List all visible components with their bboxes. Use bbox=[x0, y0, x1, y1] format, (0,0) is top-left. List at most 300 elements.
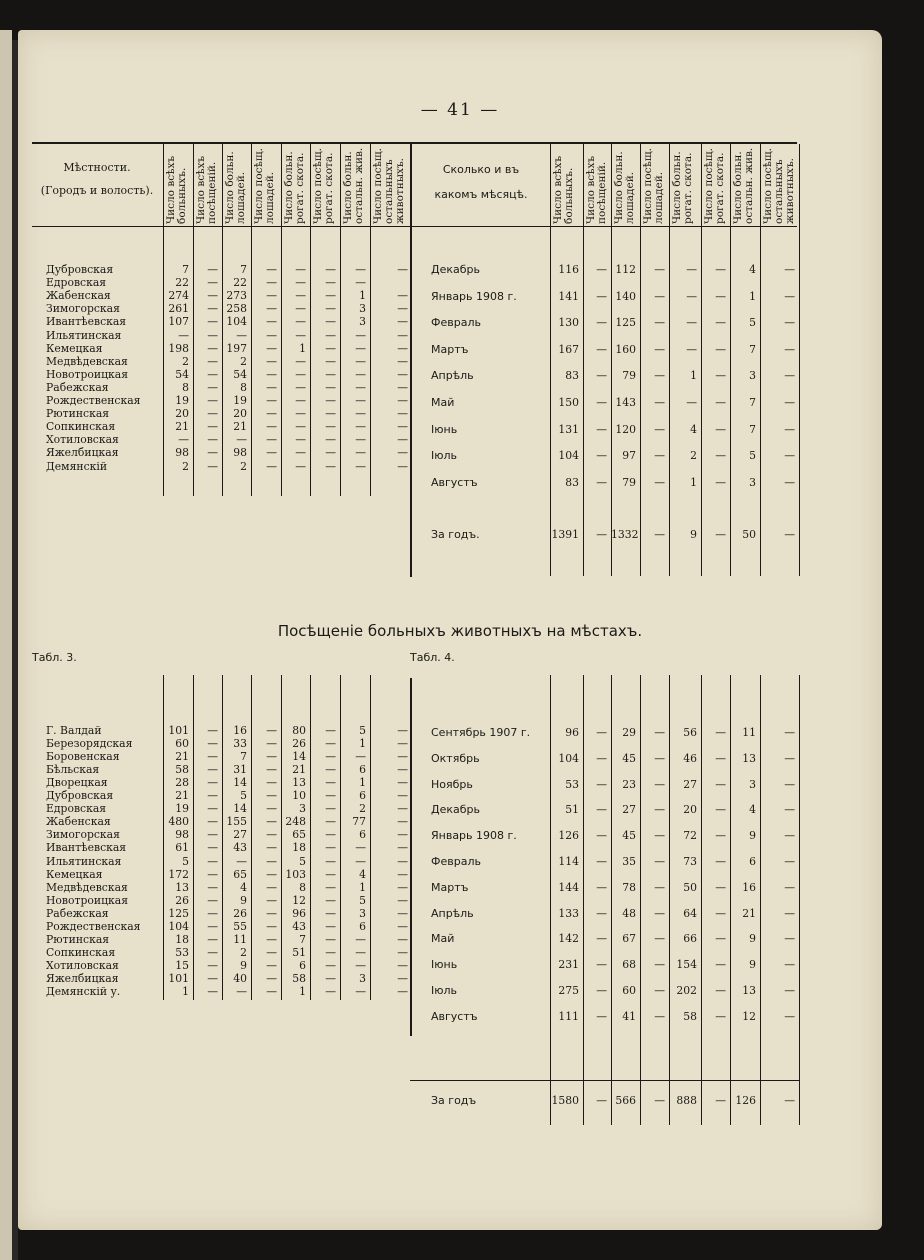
cell-value: — bbox=[355, 380, 366, 394]
cell-value: — bbox=[715, 984, 726, 997]
cell-value: 19 bbox=[233, 394, 247, 407]
cell-value: — bbox=[325, 276, 336, 290]
cell-value: — bbox=[654, 932, 665, 946]
row-label: Хотиловская bbox=[46, 433, 119, 447]
row-label: Мартъ bbox=[431, 880, 469, 894]
row-label: Кемецкая bbox=[46, 867, 103, 881]
cell-value: — bbox=[207, 867, 218, 881]
cell-value: 22 bbox=[175, 276, 189, 290]
cell-value: — bbox=[654, 528, 665, 541]
top-right-table-row bbox=[18, 369, 800, 383]
column-rule bbox=[640, 144, 641, 576]
top-right-table-row bbox=[18, 343, 800, 357]
top-left-table-row bbox=[18, 276, 410, 289]
cell-value: 7 bbox=[240, 263, 247, 276]
cell-value: — bbox=[686, 396, 697, 409]
cell-value: 8 bbox=[299, 880, 306, 894]
cell-value: — bbox=[397, 932, 408, 946]
cell-value: 4 bbox=[749, 263, 756, 276]
cell-value: — bbox=[266, 433, 277, 447]
cell-value: 154 bbox=[676, 958, 697, 972]
right-column-header: Число посѣщ. остальныхъ животныхъ. bbox=[762, 148, 797, 224]
cell-value: — bbox=[596, 369, 607, 383]
cell-value: 55 bbox=[233, 919, 247, 933]
row-label: Жабенская bbox=[46, 289, 111, 303]
cell-value: — bbox=[397, 289, 408, 303]
cell-value: 77 bbox=[352, 815, 366, 829]
cell-value: 12 bbox=[292, 893, 306, 907]
cell-value: — bbox=[715, 751, 726, 765]
row-label: Іюль bbox=[431, 449, 458, 463]
cell-value: 104 bbox=[558, 449, 579, 463]
row-label: За годъ bbox=[431, 1094, 477, 1107]
row-label: Рютинская bbox=[46, 932, 110, 946]
cell-value: 61 bbox=[175, 841, 189, 855]
bottom-right-table-row bbox=[18, 726, 800, 740]
cell-value: 2 bbox=[240, 354, 247, 368]
cell-value: 20 bbox=[175, 407, 189, 421]
row-label: Декабрь bbox=[431, 263, 480, 276]
cell-value: — bbox=[784, 342, 795, 356]
cell-value: — bbox=[207, 446, 218, 460]
cell-value: — bbox=[715, 475, 726, 489]
cell-value: 41 bbox=[622, 1009, 636, 1023]
top-left-table-row bbox=[18, 329, 410, 342]
cell-value: 130 bbox=[558, 316, 579, 330]
cell-value: — bbox=[325, 394, 336, 407]
cell-value: — bbox=[207, 958, 218, 972]
cell-value: 65 bbox=[292, 828, 306, 842]
cell-value: — bbox=[295, 459, 306, 473]
left-column-header: Число больн. лошадей. bbox=[224, 151, 248, 224]
cell-value: 140 bbox=[615, 289, 636, 303]
cell-value: — bbox=[686, 263, 697, 276]
cell-value: 43 bbox=[292, 919, 306, 933]
cell-value: 104 bbox=[558, 751, 579, 765]
cell-value: — bbox=[397, 433, 408, 447]
cell-value: 7 bbox=[299, 932, 306, 946]
cell-value: 73 bbox=[683, 855, 697, 868]
cell-value: — bbox=[325, 341, 336, 355]
row-label: Октябрь bbox=[431, 751, 480, 765]
cell-value: — bbox=[596, 932, 607, 946]
cell-value: — bbox=[207, 420, 218, 434]
cell-value: 21 bbox=[742, 906, 756, 920]
cell-value: — bbox=[397, 354, 408, 368]
cell-value: 54 bbox=[175, 367, 189, 381]
cell-value: — bbox=[654, 449, 665, 463]
cell-value: — bbox=[325, 919, 336, 933]
top-right-table-row bbox=[18, 290, 800, 304]
cell-value: — bbox=[355, 985, 366, 998]
cell-value: — bbox=[266, 841, 277, 855]
cell-value: 21 bbox=[175, 420, 189, 434]
cell-value: 8 bbox=[182, 380, 189, 394]
cell-value: 18 bbox=[292, 841, 306, 855]
cell-value: 45 bbox=[622, 751, 636, 765]
cell-value: — bbox=[266, 971, 277, 985]
cell-value: — bbox=[654, 751, 665, 765]
cell-value: — bbox=[654, 263, 665, 276]
cell-value: 107 bbox=[168, 315, 189, 329]
cell-value: — bbox=[325, 302, 336, 316]
cell-value: 1 bbox=[359, 776, 366, 790]
cell-value: — bbox=[236, 433, 247, 447]
cell-value: 1 bbox=[359, 289, 366, 303]
row-label: Новотроицкая bbox=[46, 367, 129, 381]
cell-value: — bbox=[266, 724, 277, 737]
row-label: Зимогорская bbox=[46, 302, 120, 316]
cell-value: 13 bbox=[742, 751, 756, 765]
cell-value: — bbox=[596, 475, 607, 489]
cell-value: — bbox=[295, 394, 306, 407]
cell-value: — bbox=[686, 289, 697, 303]
cell-value: — bbox=[397, 841, 408, 855]
cell-value: 13 bbox=[175, 880, 189, 894]
cell-value: 8 bbox=[240, 380, 247, 394]
cell-value: — bbox=[207, 893, 218, 907]
left-column-header: Число посѣщ. лошадей. bbox=[253, 148, 277, 224]
cell-value: — bbox=[325, 906, 336, 920]
cell-value: 9 bbox=[749, 932, 756, 946]
cell-value: 3 bbox=[749, 777, 756, 791]
cell-value: 6 bbox=[359, 789, 366, 803]
cell-value: — bbox=[596, 803, 607, 817]
row-label: Февраль bbox=[431, 316, 481, 330]
row-label: Іюнь bbox=[431, 422, 458, 436]
cell-value: — bbox=[355, 354, 366, 368]
cell-value: — bbox=[784, 932, 795, 946]
cell-value: — bbox=[654, 289, 665, 303]
cell-value: — bbox=[266, 893, 277, 907]
cell-value: — bbox=[207, 828, 218, 842]
cell-value: — bbox=[207, 724, 218, 737]
cell-value: — bbox=[654, 803, 665, 817]
cell-value: 126 bbox=[558, 829, 579, 843]
cell-value: 78 bbox=[622, 880, 636, 894]
row-label: Рютинская bbox=[46, 407, 110, 421]
cell-value: 58 bbox=[292, 971, 306, 985]
column-rule bbox=[550, 144, 551, 576]
cell-value: — bbox=[207, 932, 218, 946]
cell-value: 60 bbox=[622, 984, 636, 997]
cell-value: — bbox=[397, 724, 408, 737]
cell-value: — bbox=[784, 369, 795, 383]
cell-value: 101 bbox=[168, 724, 189, 737]
cell-value: 142 bbox=[558, 932, 579, 946]
cell-value: 2 bbox=[182, 354, 189, 368]
cell-value: — bbox=[207, 341, 218, 355]
cell-value: — bbox=[207, 985, 218, 998]
cell-value: — bbox=[784, 984, 795, 997]
cell-value: — bbox=[207, 289, 218, 303]
cell-value: — bbox=[397, 828, 408, 842]
section-title: Посѣщеніе больныхъ животныхъ на мѣстахъ. bbox=[277, 622, 643, 640]
cell-value: — bbox=[207, 854, 218, 868]
cell-value: 21 bbox=[175, 750, 189, 764]
cell-value: — bbox=[715, 369, 726, 383]
row-label: Августъ bbox=[431, 475, 478, 489]
cell-value: 14 bbox=[292, 750, 306, 764]
cell-value: 26 bbox=[233, 906, 247, 920]
cell-value: — bbox=[266, 380, 277, 394]
cell-value: — bbox=[295, 315, 306, 329]
bottom-right-table-row bbox=[18, 1010, 800, 1024]
left-header-title: Мѣстности. bbox=[63, 161, 131, 174]
bottom-right-table-row bbox=[18, 881, 800, 895]
cell-value: — bbox=[325, 893, 336, 907]
table3-label: Табл. 3. bbox=[32, 651, 77, 664]
bottom-left-table-row bbox=[18, 946, 410, 959]
cell-value: 5 bbox=[749, 316, 756, 330]
cell-value: 27 bbox=[683, 777, 697, 791]
cell-value: — bbox=[266, 328, 277, 342]
cell-value: — bbox=[715, 932, 726, 946]
bottom-right-table-row bbox=[18, 752, 800, 766]
cell-value: 60 bbox=[175, 737, 189, 751]
column-rule bbox=[611, 144, 612, 576]
cell-value: — bbox=[355, 394, 366, 407]
cell-value: — bbox=[266, 446, 277, 460]
cell-value: 98 bbox=[233, 446, 247, 460]
cell-value: 96 bbox=[292, 906, 306, 920]
cell-value: — bbox=[325, 380, 336, 394]
cell-value: — bbox=[397, 737, 408, 751]
page-number: — 41 — bbox=[420, 100, 500, 120]
cell-value: — bbox=[654, 984, 665, 997]
row-label: Кемецкая bbox=[46, 341, 103, 355]
cell-value: 96 bbox=[565, 726, 579, 739]
cell-value: 4 bbox=[690, 422, 697, 436]
cell-value: — bbox=[266, 763, 277, 777]
cell-value: 202 bbox=[676, 984, 697, 997]
cell-value: — bbox=[397, 789, 408, 803]
cell-value: 116 bbox=[558, 263, 579, 276]
cell-value: — bbox=[266, 815, 277, 829]
cell-value: — bbox=[397, 893, 408, 907]
cell-value: — bbox=[355, 945, 366, 959]
cell-value: 1391 bbox=[551, 528, 579, 541]
cell-value: — bbox=[397, 815, 408, 829]
cell-value: — bbox=[596, 289, 607, 303]
cell-value: 48 bbox=[622, 906, 636, 920]
cell-value: — bbox=[715, 1094, 726, 1107]
cell-value: — bbox=[355, 407, 366, 421]
cell-value: 33 bbox=[233, 737, 247, 751]
right-column-header: Число больн. рогат. скота. bbox=[671, 151, 695, 224]
cell-value: — bbox=[325, 724, 336, 737]
cell-value: — bbox=[207, 763, 218, 777]
cell-value: — bbox=[397, 459, 408, 473]
cell-value: — bbox=[397, 802, 408, 816]
cell-value: 50 bbox=[683, 880, 697, 894]
cell-value: — bbox=[596, 726, 607, 739]
cell-value: 9 bbox=[240, 958, 247, 972]
cell-value: 1 bbox=[690, 369, 697, 383]
cell-value: 35 bbox=[622, 855, 636, 868]
cell-value: 51 bbox=[292, 945, 306, 959]
cell-value: 4 bbox=[240, 880, 247, 894]
cell-value: 231 bbox=[558, 958, 579, 972]
cell-value: — bbox=[266, 919, 277, 933]
cell-value: 83 bbox=[565, 475, 579, 489]
cell-value: — bbox=[654, 829, 665, 843]
left-column-header: Число всѣхъ посѣщеній. bbox=[195, 155, 219, 224]
cell-value: 21 bbox=[175, 789, 189, 803]
cell-value: 144 bbox=[558, 880, 579, 894]
cell-value: 1 bbox=[359, 880, 366, 894]
cell-value: 67 bbox=[622, 932, 636, 946]
row-label: Рабежская bbox=[46, 906, 109, 920]
cell-value: — bbox=[784, 751, 795, 765]
cell-value: 46 bbox=[683, 751, 697, 765]
cell-value: 19 bbox=[175, 394, 189, 407]
cell-value: 79 bbox=[622, 475, 636, 489]
cell-value: — bbox=[266, 789, 277, 803]
cell-value: — bbox=[596, 751, 607, 765]
cell-value: 7 bbox=[749, 422, 756, 436]
adjacent-page-edge bbox=[0, 30, 12, 1260]
cell-value: — bbox=[266, 263, 277, 276]
cell-value: 56 bbox=[683, 726, 697, 739]
cell-value: — bbox=[397, 958, 408, 972]
cell-value: 6 bbox=[749, 855, 756, 868]
cell-value: — bbox=[686, 316, 697, 330]
cell-value: 5 bbox=[359, 893, 366, 907]
cell-value: — bbox=[266, 880, 277, 894]
cell-value: — bbox=[596, 984, 607, 997]
cell-value: 258 bbox=[226, 302, 247, 316]
cell-value: — bbox=[397, 394, 408, 407]
cell-value: — bbox=[596, 777, 607, 791]
cell-value: — bbox=[397, 906, 408, 920]
cell-value: — bbox=[325, 433, 336, 447]
cell-value: 133 bbox=[558, 906, 579, 920]
cell-value: — bbox=[355, 459, 366, 473]
row-label: Іюнь bbox=[431, 958, 458, 972]
cell-value: 98 bbox=[175, 446, 189, 460]
cell-value: — bbox=[715, 396, 726, 409]
row-label: Медвѣдевская bbox=[46, 880, 128, 894]
row-label: Хотиловская bbox=[46, 958, 119, 972]
cell-value: — bbox=[654, 396, 665, 409]
cell-value: — bbox=[784, 803, 795, 817]
row-label: Боровенская bbox=[46, 750, 120, 764]
cell-value: 54 bbox=[233, 367, 247, 381]
cell-value: 16 bbox=[742, 880, 756, 894]
cell-value: — bbox=[325, 854, 336, 868]
cell-value: 7 bbox=[749, 396, 756, 409]
cell-value: 2 bbox=[690, 449, 697, 463]
cell-value: 7 bbox=[749, 342, 756, 356]
cell-value: — bbox=[784, 422, 795, 436]
cell-value: — bbox=[266, 750, 277, 764]
row-label: Рождественская bbox=[46, 919, 141, 933]
column-rule bbox=[730, 675, 731, 1125]
bottom-right-table-row bbox=[18, 803, 800, 817]
top-right-table-row bbox=[18, 423, 800, 437]
cell-value: 1 bbox=[749, 289, 756, 303]
cell-value: — bbox=[715, 880, 726, 894]
column-rule bbox=[760, 144, 761, 576]
row-label: Мартъ bbox=[431, 342, 469, 356]
cell-value: — bbox=[207, 394, 218, 407]
column-rule bbox=[760, 675, 761, 1125]
row-label: Май bbox=[431, 932, 455, 946]
cell-value: — bbox=[207, 407, 218, 421]
row-label: Березорядская bbox=[46, 737, 133, 751]
cell-value: — bbox=[686, 342, 697, 356]
row-label: Дубровская bbox=[46, 789, 114, 803]
row-label: Декабрь bbox=[431, 803, 480, 817]
cell-value: 125 bbox=[168, 906, 189, 920]
cell-value: — bbox=[266, 276, 277, 290]
cell-value: 126 bbox=[735, 1094, 756, 1107]
cell-value: — bbox=[784, 1094, 795, 1107]
cell-value: — bbox=[266, 341, 277, 355]
row-label: Демянскій bbox=[46, 459, 108, 473]
cell-value: — bbox=[325, 459, 336, 473]
cell-value: 888 bbox=[676, 1094, 697, 1107]
cell-value: 111 bbox=[558, 1009, 579, 1023]
row-label: Январь 1908 г. bbox=[431, 289, 517, 303]
cell-value: — bbox=[355, 841, 366, 855]
cell-value: 16 bbox=[233, 724, 247, 737]
cell-value: — bbox=[654, 726, 665, 739]
cell-value: — bbox=[397, 341, 408, 355]
cell-value: — bbox=[236, 854, 247, 868]
cell-value: — bbox=[715, 422, 726, 436]
cell-value: — bbox=[654, 906, 665, 920]
cell-value: — bbox=[596, 958, 607, 972]
cell-value: — bbox=[596, 906, 607, 920]
bottom-right-table-row bbox=[18, 829, 800, 843]
table-divider-top bbox=[410, 144, 412, 577]
row-label: За годъ. bbox=[431, 528, 480, 541]
cell-value: 2 bbox=[240, 945, 247, 959]
cell-value: — bbox=[654, 855, 665, 868]
cell-value: — bbox=[397, 880, 408, 894]
cell-value: 2 bbox=[182, 459, 189, 473]
right-column-header: Число больн. остальн. жив. bbox=[732, 147, 756, 224]
left-header-subtitle: (Городъ и волость). bbox=[40, 184, 154, 197]
cell-value: — bbox=[654, 880, 665, 894]
cell-value: — bbox=[207, 315, 218, 329]
cell-value: 114 bbox=[558, 855, 579, 868]
cell-value: — bbox=[397, 945, 408, 959]
cell-value: — bbox=[295, 420, 306, 434]
cell-value: — bbox=[207, 906, 218, 920]
cell-value: 1 bbox=[299, 341, 306, 355]
cell-value: — bbox=[715, 906, 726, 920]
cell-value: 150 bbox=[558, 396, 579, 409]
cell-value: 27 bbox=[622, 803, 636, 817]
cell-value: — bbox=[325, 945, 336, 959]
cell-value: — bbox=[266, 367, 277, 381]
row-label: Демянскій у. bbox=[46, 985, 121, 998]
row-label: Ивантѣевская bbox=[46, 841, 127, 855]
cell-value: 10 bbox=[292, 789, 306, 803]
cell-value: 6 bbox=[359, 919, 366, 933]
cell-value: — bbox=[596, 855, 607, 868]
cell-value: — bbox=[397, 919, 408, 933]
bottom-right-table-row bbox=[18, 984, 800, 998]
cell-value: — bbox=[784, 475, 795, 489]
cell-value: 26 bbox=[175, 893, 189, 907]
top-right-table-row bbox=[18, 263, 800, 277]
cell-value: 480 bbox=[168, 815, 189, 829]
cell-value: — bbox=[784, 958, 795, 972]
